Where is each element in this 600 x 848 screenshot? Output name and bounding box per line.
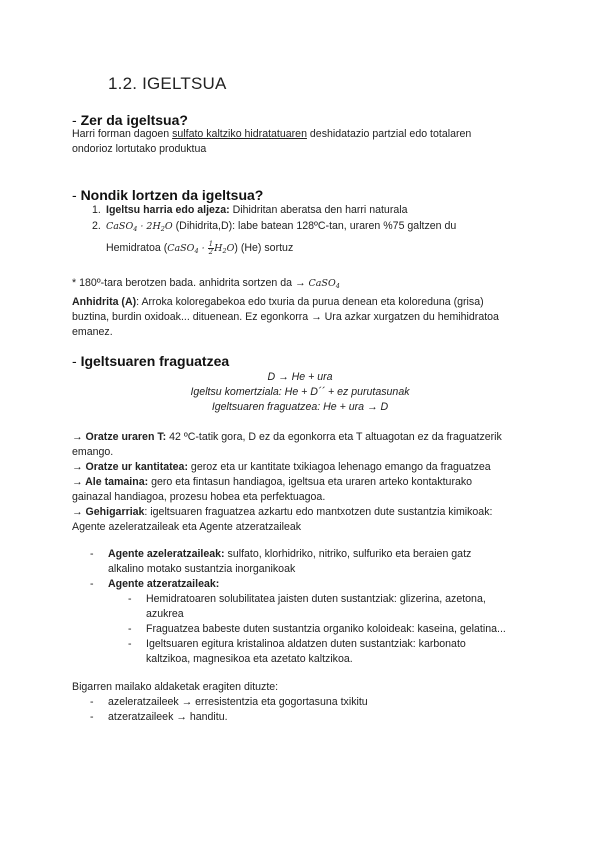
list-item-continuation — [106, 241, 293, 259]
formula-part: O — [164, 221, 173, 232]
bold-term: Agente atzeratzaileak: — [108, 578, 220, 590]
formula-part: · — [198, 243, 208, 254]
formula-part: CaSO — [167, 243, 195, 254]
list-item — [92, 219, 456, 237]
paragraph-line — [72, 295, 484, 310]
paragraph-line: Bigarren mailako aldaketak eragiten dituzte: — [72, 681, 279, 693]
bullet-item — [90, 695, 368, 710]
section-heading-where — [72, 187, 263, 203]
bullet-marker: - — [90, 578, 94, 590]
bullet-continuation: alkalino motako sustantzia inorganikoak — [108, 563, 296, 575]
chemical-formula — [167, 240, 235, 256]
text-span: Dihidritan aberatsa den harri naturala — [229, 204, 408, 216]
text-span: geroz eta ur kantitate txikiagoa lehenago emango da fraguatzea — [187, 461, 491, 473]
formula-part: CaSO — [308, 278, 336, 289]
heading-dash: - — [72, 353, 81, 369]
bold-term: → Ale tamaina: — [72, 476, 149, 488]
paragraph-line: Agente azeleratzaileak eta Agente atzeratzaileak — [72, 521, 302, 533]
list-number: 2. — [92, 220, 101, 232]
equation-line: Igeltsuaren fraguatzea: He + ura → D — [211, 401, 389, 413]
sub-bullet-continuation: kaltzikoa, magnesikoa eta azetato kaltzikoa. — [146, 653, 353, 665]
text-span: 42 ºC-tatik gora, D ez da egonkorra eta T altuagotan ez da fraguatzerik — [166, 431, 502, 443]
sub-bullet-item — [128, 637, 466, 652]
text-span: * 180º-tara berotzen bada. anhidrita sortzen da → — [72, 277, 309, 289]
paragraph-line: emanez. — [72, 326, 113, 338]
paragraph-line: buztina, burdin oxidoak... dituenean. Ez egonkorra → Ura azkar xurgatzen du hemihidratoa — [72, 311, 499, 323]
section-heading-setting — [72, 353, 229, 369]
text-span: Igeltsuaren egitura kristalinoa aldatzen duten sustantziak: karbonato — [146, 638, 466, 650]
heading-text: Igeltsuaren fraguatzea — [80, 353, 230, 369]
text-span: deshidatazio partzial edo totalaren — [306, 128, 472, 140]
text-span: gero eta fintasun handiagoa, igeltsua eta uraren arteko kontakturako — [148, 476, 473, 488]
bold-term: → Oratze uraren T: — [72, 431, 167, 443]
paragraph-line: emango. — [72, 446, 114, 458]
formula-subscript: 4 — [133, 225, 138, 233]
bullet-marker: - — [90, 696, 94, 708]
text-span: ) (He) sortuz — [234, 242, 294, 254]
paragraph-line — [72, 127, 471, 142]
paragraph-line — [72, 460, 491, 475]
paragraph-line — [72, 430, 502, 445]
paragraph-line — [72, 505, 492, 520]
page-title: 1.2. IGELTSUA — [108, 74, 227, 93]
bullet-item — [90, 710, 228, 725]
equation-line: D → He + ura — [267, 371, 333, 383]
text-span: : Arroka koloregabekoa edo txuria da purua denean eta koloreduna (grisa) — [136, 296, 484, 308]
note-line — [72, 276, 340, 294]
sub-bullet-item — [128, 592, 486, 607]
text-span: (Dihidrita,D): labe batean 128ºC-tan, uraren %75 galtzen du — [172, 220, 457, 232]
bullet-marker: - — [128, 638, 132, 650]
text-span: Hemidratoaren solubilitatea jaisten duten sustantziak: glizerina, azetona, — [146, 593, 486, 605]
bullet-item — [90, 547, 471, 562]
sub-bullet-continuation: azukrea — [146, 608, 184, 620]
text-span: atzeratzaileek → handitu. — [108, 711, 228, 723]
text-span: sulfato, klorhidriko, nitriko, sulfuriko eta beraien gatz — [224, 548, 472, 560]
text-span: : igeltsuaren fraguatzea azkartu edo mantxotzen dute sustantzia kimikoak: — [144, 506, 493, 518]
text-span: Fraguatzea babeste duten sustantzia organiko koloideak: kaseina, gelatina... — [146, 623, 506, 635]
bold-term: Anhidrita (A) — [72, 296, 137, 308]
bullet-marker: - — [128, 593, 132, 605]
text-span: azeleratzaileek → erresistentzia eta gogortasuna txikitu — [108, 696, 368, 708]
chemical-formula — [309, 278, 340, 289]
formula-subscript: 2 — [222, 247, 227, 255]
heading-text: Nondik lortzen da igeltsua? — [80, 187, 264, 203]
bullet-marker: - — [128, 623, 132, 635]
fraction-numerator: 1 — [208, 240, 214, 248]
formula-subscript: 2 — [160, 225, 165, 233]
bullet-item — [90, 577, 219, 592]
formula-part: O — [226, 243, 235, 254]
sub-bullet-item — [128, 622, 506, 637]
list-number: 1. — [92, 204, 101, 216]
underlined-term: sulfato kaltziko hidratatuaren — [172, 128, 307, 140]
heading-text: Zer da igeltsua? — [80, 112, 188, 128]
text-span: Hemidratoa ( — [106, 242, 168, 254]
bold-term: → Gehigarriak — [72, 506, 145, 518]
chemical-formula — [106, 221, 173, 232]
formula-subscript: 4 — [194, 247, 199, 255]
formula-part: H — [214, 243, 223, 254]
paragraph-line: gainazal handiagoa, prozesu hobea eta perfektuagoa. — [72, 491, 326, 503]
fraction-denominator: 2 — [208, 248, 214, 256]
formula-subscript: 4 — [335, 282, 340, 290]
paragraph-line: ondorioz lortutako produktua — [72, 143, 207, 155]
heading-dash: - — [72, 112, 81, 128]
bullet-marker: - — [90, 711, 94, 723]
bullet-marker: - — [90, 548, 94, 560]
bold-term: Igeltsu harria edo aljeza: — [106, 204, 230, 216]
text-span: Harri forman dagoen — [72, 128, 173, 140]
equation-line: Igeltsu komertziala: He + D´´ + ez purutasunak — [190, 386, 410, 398]
formula-part: · 2H — [137, 221, 161, 232]
bold-term: → Oratze ur kantitatea: — [72, 461, 188, 473]
heading-dash: - — [72, 187, 81, 203]
formula-part: CaSO — [106, 221, 134, 232]
paragraph-line — [72, 475, 472, 490]
section-heading-what — [72, 112, 188, 128]
list-item — [92, 203, 407, 218]
bold-term: Agente azeleratzaileak: — [108, 548, 225, 560]
